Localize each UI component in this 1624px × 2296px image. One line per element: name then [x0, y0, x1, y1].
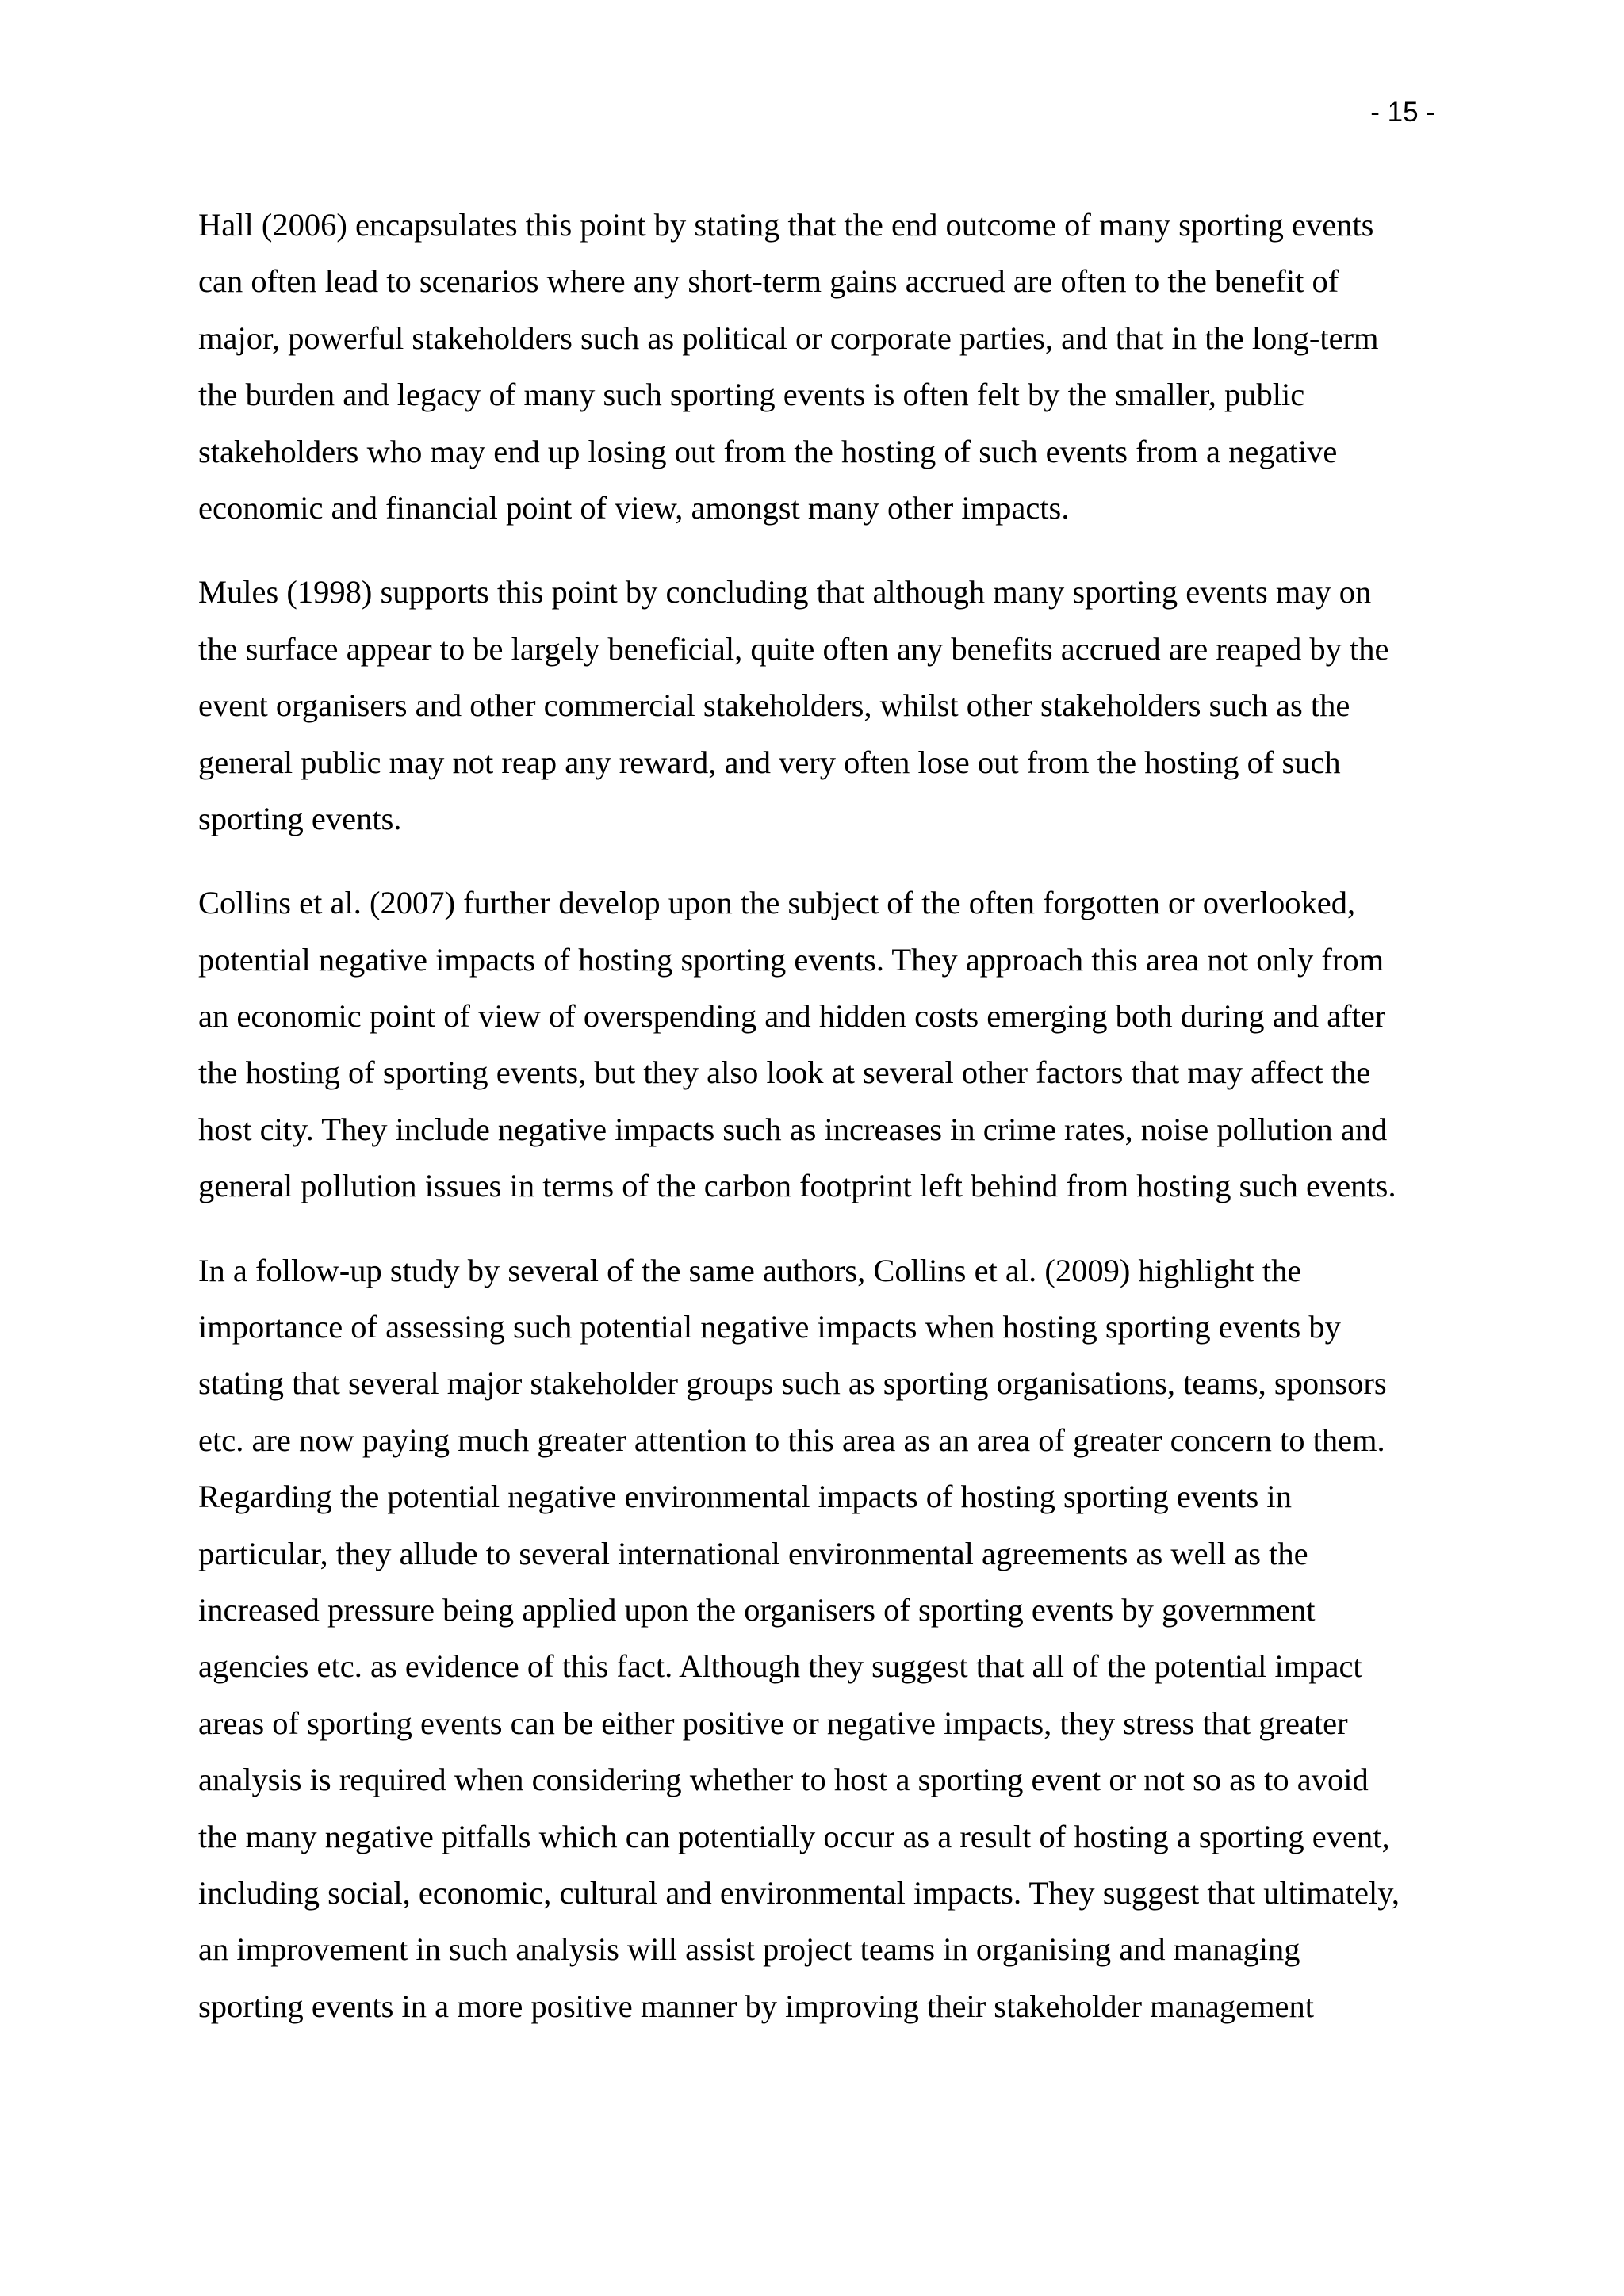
text-line: the many negative pitfalls which can potentially occur as a result of hosting a sporting event, [198, 1818, 1390, 1854]
text-line: areas of sporting events can be either positive or negative impacts, they stress that greater [198, 1705, 1348, 1741]
text-line: analysis is required when considering whether to host a sporting event or not so as to avoid [198, 1762, 1369, 1798]
text-line: etc. are now paying much greater attention to this area as an area of greater concern to them. [198, 1422, 1385, 1458]
text-line: can often lead to scenarios where any short-term gains accrued are often to the benefit of [198, 263, 1339, 300]
text-line: Collins et al. (2007) further develop upon the subject of the often forgotten or overlooked, [198, 885, 1356, 921]
text-line: sporting events. [198, 800, 402, 836]
paragraph-1 [198, 197, 1451, 536]
text-line: event organisers and other commercial stakeholders, whilst other stakeholders such as the [198, 687, 1350, 724]
text-line: agencies etc. as evidence of this fact. Although they suggest that all of the potential impact [198, 1648, 1362, 1685]
body-text [198, 197, 1451, 2062]
text-line: stating that several major stakeholder groups such as sporting organisations, teams, sponsors [198, 1365, 1387, 1402]
text-line: major, powerful stakeholders such as political or corporate parties, and that in the long-term [198, 320, 1379, 356]
text-line: economic and financial point of view, amongst many other impacts. [198, 489, 1070, 526]
text-line: host city. They include negative impacts such as increases in crime rates, noise pollution and [198, 1111, 1388, 1147]
text-line: sporting events in a more positive manner by improving their stakeholder management [198, 1988, 1315, 2024]
text-line: general public may not reap any reward, and very often lose out from the hosting of such [198, 744, 1341, 780]
text-line: Regarding the potential negative environmental impacts of hosting sporting events in [198, 1479, 1292, 1515]
paragraph-3 [198, 874, 1451, 1214]
text-line: including social, economic, cultural and environmental impacts. They suggest that ultimately, [198, 1874, 1400, 1911]
text-line: the hosting of sporting events, but they also look at several other factors that may affect the [198, 1054, 1371, 1091]
text-line: importance of assessing such potential negative impacts when hosting sporting events by [198, 1309, 1341, 1345]
paragraph-2 [198, 564, 1451, 847]
text-line: In a follow-up study by several of the same authors, Collins et al. (2009) highlight the [198, 1252, 1302, 1288]
text-line: particular, they allude to several international environmental agreements as well as the [198, 1535, 1308, 1571]
text-line: an improvement in such analysis will assist project teams in organising and managing [198, 1931, 1300, 1968]
text-line: the surface appear to be largely beneficial, quite often any benefits accrued are reaped by the [198, 630, 1389, 667]
text-line: potential negative impacts of hosting sporting events. They approach this area not only from [198, 941, 1385, 978]
text-line: the burden and legacy of many such sporting events is often felt by the smaller, public [198, 377, 1305, 413]
text-line: Hall (2006) encapsulates this point by stating that the end outcome of many sporting events [198, 207, 1374, 243]
text-line: an economic point of view of overspending and hidden costs emerging both during and after [198, 998, 1386, 1035]
text-line: Mules (1998) supports this point by concluding that although many sporting events may on [198, 574, 1372, 610]
text-line: general pollution issues in terms of the carbon footprint left behind from hosting such events. [198, 1168, 1396, 1204]
page-number: - 15 - [1370, 97, 1435, 128]
text-line: increased pressure being applied upon the organisers of sporting events by government [198, 1591, 1316, 1628]
paragraph-4 [198, 1242, 1451, 2034]
text-line: stakeholders who may end up losing out from the hosting of such events from a negative [198, 433, 1338, 469]
